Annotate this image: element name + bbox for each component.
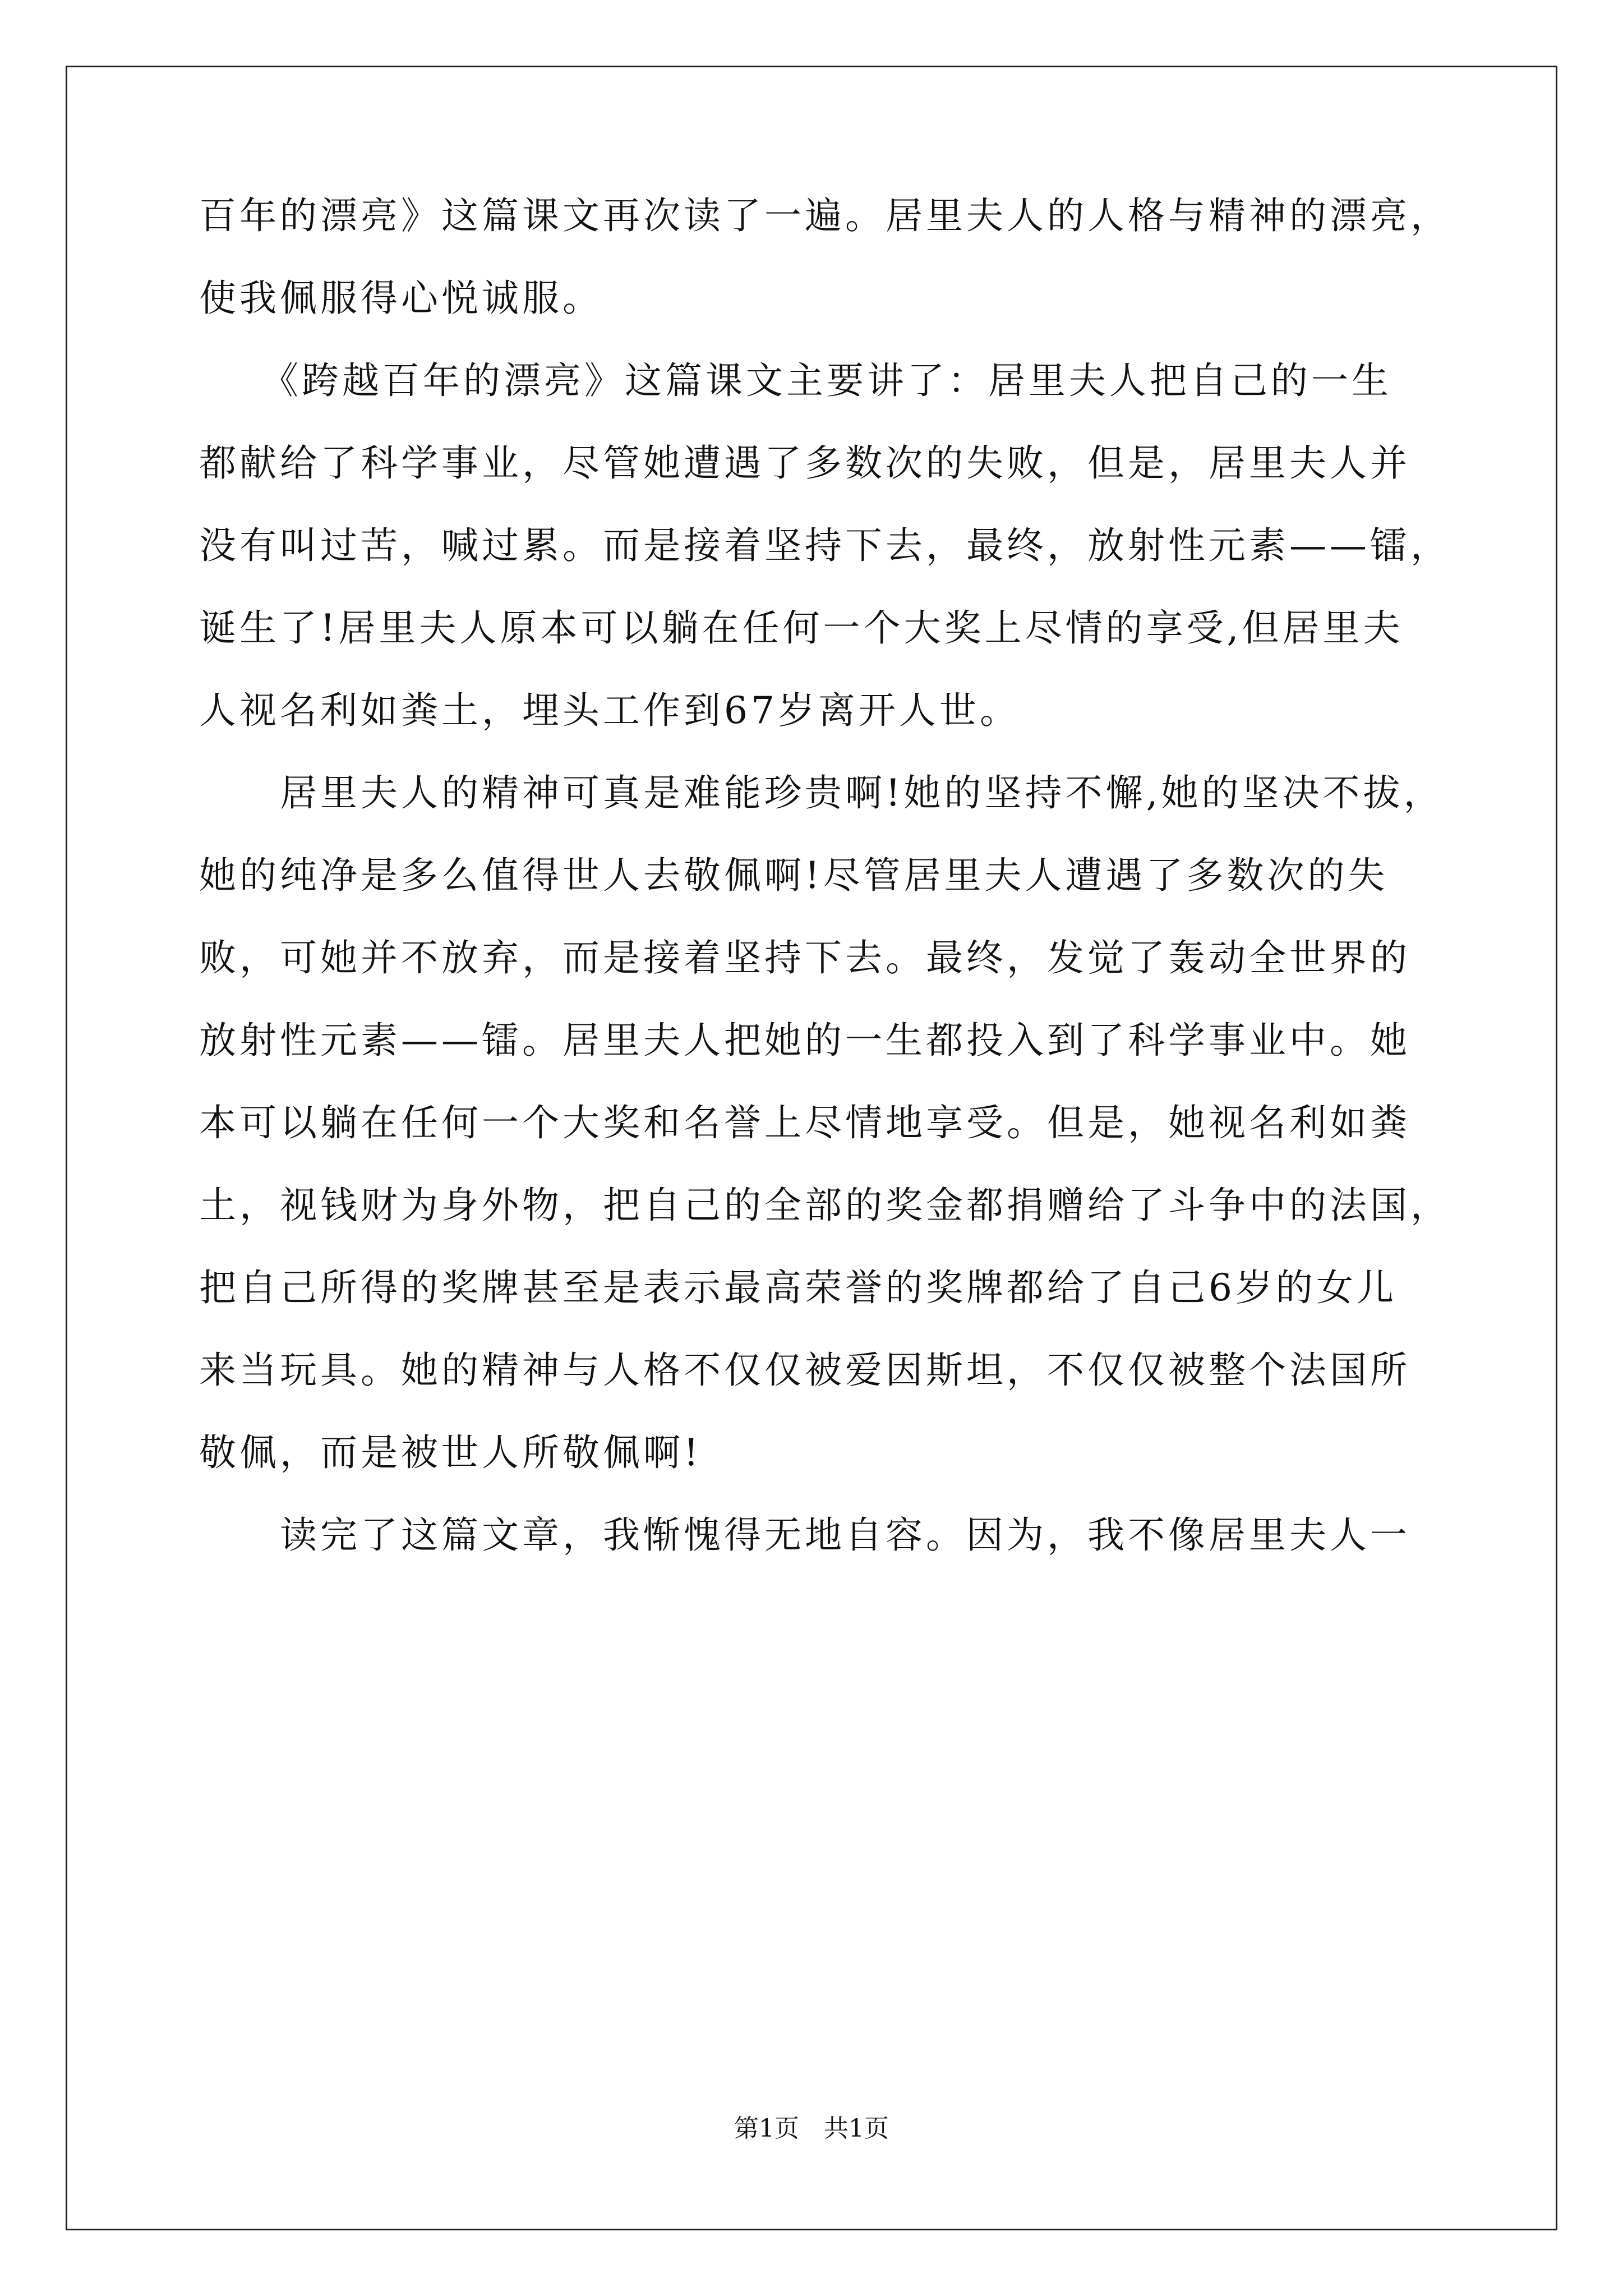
text-line: 诞生了!居里夫人原本可以躺在任何一个大奖上尽情的享受,但居里夫 [199, 606, 1404, 650]
text-line: 都献给了科学事业，尽管她遭遇了多数次的失败，但是，居里夫人并 [199, 441, 1410, 485]
text-line: 败，可她并不放弃，而是接着坚持下去。最终，发觉了轰动全世界的 [199, 936, 1410, 979]
page-number: 第1页 [734, 2114, 799, 2143]
text-line: 她的纯净是多么值得世人去敬佩啊!尽管居里夫人遭遇了多数次的失 [199, 854, 1389, 897]
text-line: 百年的漂亮》这篇课文再次读了一遍。居里夫人的人格与精神的漂亮， [199, 194, 1451, 237]
text-line: 土，视钱财为身外物，把自己的全部的奖金都捐赠给了斗争中的法国， [199, 1184, 1451, 1227]
text-line: 《跨越百年的漂亮》这篇课文主要讲了：居里夫人把自己的一生 [199, 359, 1392, 402]
text-line: 来当玩具。她的精神与人格不仅仅被爱因斯坦，不仅仅被整个法国所 [199, 1349, 1410, 1392]
text-line: 居里夫人的精神可真是难能珍贵啊!她的坚持不懈,她的坚决不拔， [199, 771, 1444, 815]
text-line: 使我佩服得心悦诚服。 [199, 277, 603, 320]
text-line: 把自己所得的奖牌甚至是表示最高荣誉的奖牌都给了自己6岁的女儿 [199, 1266, 1397, 1309]
text-line: 本可以躺在任何一个大奖和名誉上尽情地享受。但是，她视名利如粪 [199, 1101, 1410, 1144]
text-line: 读完了这篇文章，我惭愧得无地自容。因为，我不像居里夫人一 [199, 1513, 1410, 1557]
text-line: 人视名利如粪土，埋头工作到67岁离开人世。 [199, 689, 1020, 732]
document-body [199, 191, 1451, 1593]
text-line: 敬佩，而是被世人所敬佩啊! [199, 1431, 702, 1474]
page-total: 共1页 [824, 2114, 889, 2143]
text-line: 放射性元素——镭。居里夫人把她的一生都投入到了科学事业中。她 [199, 1019, 1410, 1062]
page-footer [0, 2115, 1623, 2143]
text-line: 没有叫过苦，喊过累。而是接着坚持下去，最终，放射性元素——镭， [199, 524, 1451, 567]
